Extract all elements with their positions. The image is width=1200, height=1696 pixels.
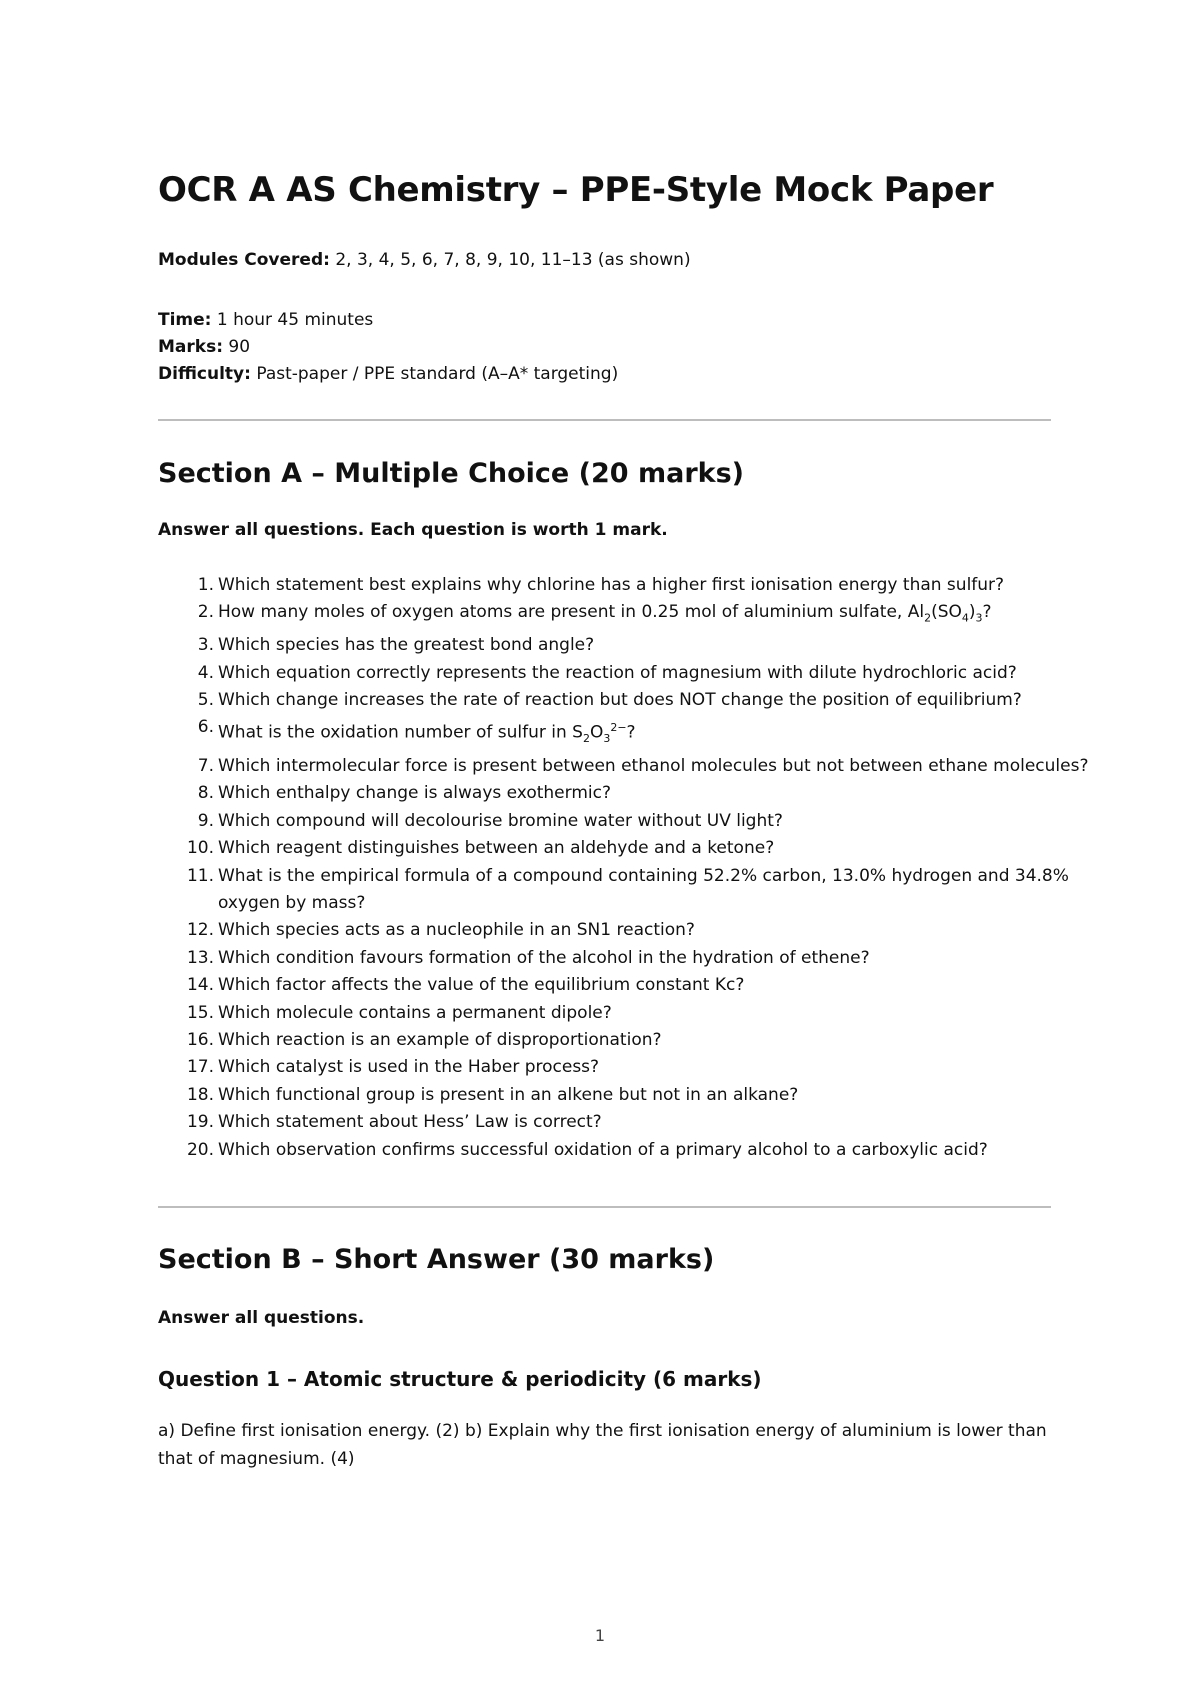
question-number: 9. [197, 810, 214, 831]
question-text: What is the empirical formula of a compound containing 52.2% carbon, 13.0% hydrogen and 34.8% oxygen by mass? [218, 865, 1069, 913]
question-number: 19. [186, 1112, 214, 1133]
question-text: Which equation correctly represents the reaction of magnesium with dilute hydrochloric acid? [218, 662, 1017, 683]
mcq-question [197, 753, 1111, 780]
question-number: 1. [197, 575, 214, 595]
mcq-question [186, 1054, 1111, 1081]
question-text: Which catalyst is used in the Haber process? [218, 1057, 600, 1078]
superscript: 2− [610, 721, 627, 735]
mcq-question [197, 660, 1111, 687]
question-text: Which intermolecular force is present between ethanol molecules but not between ethane molecules? [218, 755, 1089, 776]
modules-label: Modules Covered: [158, 250, 330, 270]
mcq-question [197, 572, 1111, 599]
question-number: 14. [186, 975, 214, 996]
question-number: 16. [186, 1029, 214, 1050]
section-divider [158, 419, 1051, 421]
question-1-heading: Question 1 – Atomic structure & periodicity (6 marks) [158, 1367, 762, 1391]
question-number: 11. [186, 865, 214, 886]
question-text: What is the oxidation number of sulfur in S [218, 723, 583, 744]
question-number: 18. [186, 1084, 214, 1105]
mcq-question [186, 1082, 1111, 1109]
question-text: Which species has the greatest bond angle? [218, 635, 595, 656]
subscript: 3 [975, 611, 983, 625]
mcq-question [186, 835, 1111, 862]
subscript: 3 [603, 732, 611, 746]
difficulty-label: Difficulty: [158, 364, 251, 384]
section-b-instruction: Answer all questions. [158, 1308, 365, 1328]
question-text: ? [626, 723, 636, 744]
time-line [158, 310, 373, 330]
mcq-question [186, 1027, 1111, 1054]
subscript: 2 [582, 732, 590, 746]
mcq-question [186, 1109, 1111, 1136]
question-number: 13. [186, 947, 214, 968]
question-text: ? [982, 602, 992, 623]
question-text: Which condition favours formation of the alcohol in the hydration of ethene? [218, 947, 870, 968]
question-text: Which species acts as a nucleophile in an SN1 reaction? [218, 920, 695, 941]
marks-line [158, 337, 250, 357]
question-text: Which statement about Hess’ Law is correct? [218, 1112, 602, 1133]
question-text: Which observation confirms successful oxidation of a primary alcohol to a carboxylic acid? [218, 1139, 988, 1160]
question-number: 15. [186, 1002, 214, 1023]
question-text: Which statement best explains why chlorine has a higher first ionisation energy than sulfur? [218, 575, 1005, 595]
question-number: 8. [197, 783, 214, 804]
question-number: 12. [186, 920, 214, 941]
mcq-question [186, 945, 1111, 972]
question-number: 7. [197, 755, 214, 776]
question-1-text: a) Define first ionisation energy. (2) b) Explain why the first ionisation energy of aluminium is lower than that of magnesium. (4) [158, 1421, 1047, 1469]
mcq-question [197, 687, 1111, 714]
mcq-question [186, 863, 1111, 918]
section-b-heading: Section B – Short Answer (30 marks) [158, 1244, 715, 1275]
section-divider [158, 1206, 1051, 1208]
paper-title: OCR A AS Chemistry – PPE-Style Mock Paper [158, 170, 994, 210]
question-text: ) [968, 602, 976, 623]
mcq-question [186, 917, 1111, 944]
question-text: O [589, 723, 604, 744]
section-a-heading: Section A – Multiple Choice (20 marks) [158, 458, 744, 489]
mcq-question [197, 808, 1111, 835]
time-label: Time: [158, 310, 212, 330]
modules-value: 2, 3, 4, 5, 6, 7, 8, 9, 10, 11–13 (as shown) [329, 250, 691, 270]
mcq-question-list [158, 572, 1111, 1164]
question-number: 10. [186, 838, 214, 859]
question-text: Which functional group is present in an alkene but not in an alkane? [218, 1084, 799, 1105]
question-number: 4. [197, 662, 214, 683]
question-text: Which compound will decolourise bromine water without UV light? [218, 810, 783, 831]
subscript: 4 [961, 611, 969, 625]
question-text: Which molecule contains a permanent dipole? [218, 1002, 612, 1023]
time-value: 1 hour 45 minutes [211, 310, 374, 330]
question-number: 6. [197, 717, 214, 738]
question-number: 2. [197, 602, 214, 623]
question-number: 17. [186, 1057, 214, 1078]
difficulty-line [158, 364, 618, 384]
modules-line [158, 250, 691, 270]
question-text: Which enthalpy change is always exothermic? [218, 783, 611, 804]
mcq-question [197, 632, 1111, 659]
marks-label: Marks: [158, 337, 223, 357]
mcq-question [186, 972, 1111, 999]
marks-value: 90 [223, 337, 251, 357]
mcq-question [186, 1000, 1111, 1027]
question-text: (SO [931, 602, 962, 623]
mcq-question [197, 714, 1111, 752]
question-text: Which reagent distinguishes between an aldehyde and a ketone? [218, 838, 775, 859]
question-number: 5. [197, 690, 214, 711]
question-text: Which reaction is an example of disproportionation? [218, 1029, 662, 1050]
difficulty-value: Past-paper / PPE standard (A–A* targeting) [250, 364, 619, 384]
question-number: 3. [197, 635, 214, 656]
subscript: 2 [924, 611, 932, 625]
question-text: Which change increases the rate of reaction but does NOT change the position of equilibrium? [218, 690, 1022, 711]
mcq-question [186, 1137, 1111, 1164]
question-number: 20. [186, 1139, 214, 1160]
mcq-question [197, 780, 1111, 807]
mcq-question [197, 599, 1111, 632]
question-text: Which factor affects the value of the equilibrium constant Kc? [218, 975, 745, 996]
page-number: 1 [594, 1626, 606, 1645]
question-text: How many moles of oxygen atoms are present in 0.25 mol of aluminium sulfate, Al [218, 602, 925, 623]
section-a-instruction: Answer all questions. Each question is worth 1 mark. [158, 520, 668, 540]
